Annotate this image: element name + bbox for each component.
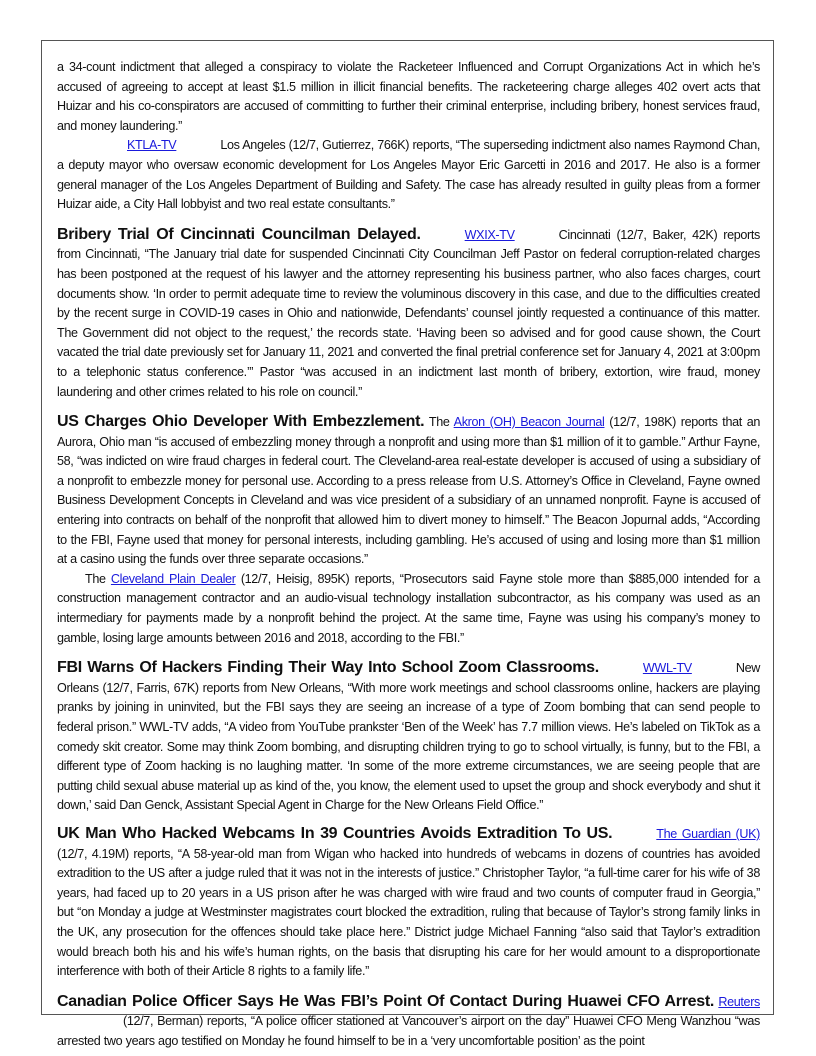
paragraph-text: Los Angeles (12/7, Gutierrez, 766K) reports, “The superseding indictment also names Raymond Chan, a deputy mayor who oversaw economic development for Los Angeles Mayor Eric Garcetti in 2016 and 2017. He also is a former general manager of the Los Angeles Department of Building and Safety. The case has already resulted in guilty pleas from a former Huizar aide, a City Hall lobbyist and two real estate consultants.” [57, 138, 761, 212]
article-zoom-hackers [57, 658, 760, 816]
source-link-reuters[interactable]: Reuters [718, 994, 760, 1009]
headline: Bribery Trial Of Cincinnati Councilman Delayed. [57, 225, 421, 243]
source-link-wwl[interactable]: WWL-TV [642, 661, 692, 676]
document-body [57, 58, 760, 1052]
text: The [85, 571, 106, 586]
source-link-plain-dealer[interactable]: Cleveland Plain Dealer [110, 571, 236, 586]
headline: UK Man Who Hacked Webcams In 39 Countries Avoids Extradition To US. [57, 824, 613, 842]
article-paragraph [57, 570, 760, 648]
article-huawei [57, 992, 760, 1052]
headline: FBI Warns Of Hackers Finding Their Way Into School Zoom Classrooms. [57, 659, 599, 677]
article-body: (12/7, 4.19M) reports, “A 58-year-old man from Wigan who hacked into hundreds of webcams in dozens of countries has avoided extradition to the US after a judge ruled that it was not in the interests of justice.” Christopher Taylor, “a full-time carer for his wife of 38 years, had faced up to 20 years in a US prison after he was charged with wire fraud and two counts of computer fraud in Georgia,” but “on Monday a judge at Westminster magistrates court blocked the extradition, ruling that because of Taylor’s strong family links in the UK, any prosecution for the offences should take place here.” District judge Michael Fanning “also said that Taylor’s extradition would breach both his and his wife’s human rights, on the basis that disrupting his care for her would amount to a disproportionate interference with both of their Article 8 rights to a family life.” [57, 846, 760, 979]
source-link-guardian[interactable]: The Guardian (UK) [656, 826, 761, 841]
source-link-akron[interactable]: Akron (OH) Beacon Journal [453, 415, 605, 430]
article-continuation: a 34-count indictment that alleged a conspiracy to violate the Racketeer Influenced and Corrupt Organizations Act in which he’s accused of agreeing to accept at least $1.5 million in illicit financial benefits. The racketeering charge alleges 402 overt acts that Huizar and his co-conspirators are accused of committing to further their criminal enterprise, including bribery, honest services fraud, and money laundering.” [57, 60, 760, 133]
article-body: (12/7, 198K) reports that an Aurora, Ohio man “is accused of embezzling money through a nonprofit and using more than $1 million of it to gamble.” Arthur Fayne, 58, “was indicted on wire fraud charges in federal court. The Cleveland-area real-estate developer is accused of using a subsidiary of a nonprofit to embezzle money for personal use. According to a press release from U.S. Attorney’s Office in Cleveland, Fayne owned Business Development Concepts in Cleveland and was vice president of a subsidiary of an unnamed nonprofit. Fayne is accused of entering into contracts on behalf of the nonprofit that allowed him to divert money to himself.” The Beacon Jopurnal adds, “According to the FBI, Fayne used that money for personal interests, including gambling. He’s accused of using and losing more than $1 million at a casino using the funds over three separate occasions.” [57, 415, 761, 567]
article-bribery-trial [57, 225, 760, 402]
article-body: (12/7, Berman) reports, “A police officer stationed at Vancouver’s airport on the day” Huawei CFO Meng Wanzhou “was arrested two years ago testified on Monday he found himself to be in a ‘very uncomfortable position’ as the point [57, 1014, 760, 1048]
text: The [428, 415, 450, 430]
source-link-wxix[interactable]: WXIX-TV [464, 227, 515, 242]
headline: Canadian Police Officer Says He Was FBI’s Point Of Contact During Huawei CFO Arrest. [57, 992, 714, 1010]
source-link-ktla[interactable]: KTLA-TV [127, 138, 177, 153]
article-ohio-developer [57, 412, 760, 570]
article-body: New Orleans (12/7, Farris, 67K) reports from New Orleans, “With more work meetings and school classrooms online, hackers are playing pranks by joining in uninvited, but the FBI says they are seeing an increase of a type of Zoom bombing that can send people to federal prison.” WWL-TV adds, “A video from YouTube prankster ‘Ben of the Week’ has 7.7 million views. He’s labeled on TikTok as a comedy skit creator. Some may think Zoom bombing, and disrupting children trying to go to school virtually, is funny, but to the FBI, a different type of Zoom hacking is no laughing matter. ‘In some of the more extreme circumstances, we are seeing people that are putting child sexual abuse material up as kind of the, you know, the element used to upset the group and shock everybody and shut it down,’ said Dan Genck, Assistant Special Agent in Charge for the New Orleans Field Office.” [57, 661, 760, 813]
headline: US Charges Ohio Developer With Embezzlement. [57, 413, 425, 431]
paragraph-text: (12/7, Heisig, 895K) reports, “Prosecutors said Fayne stole more than $885,000 intended for a construction management contractor and an audio-visual technology installation subcontractor, as his company was used as an intermediary for payments made by a nonprofit behind the project. At the same time, Fayne was using his company’s money to gamble, losing large amounts between 2016 and 2018, according to the FBI.” [57, 571, 760, 645]
article-body: Cincinnati (12/7, Baker, 42K) reports from Cincinnati, “The January trial date for suspended Cincinnati City Councilman Jeff Pastor on federal corruption-related charges has been postponed at the request of his lawyer and the attorney representing his business partner, who also faces charges, court documents show. ‘In order to permit adequate time to review the voluminous discovery in this case, and due to the difficulties created by the recent surge in COVID-19 cases in Ohio and nationwide, Defendants’ counsel jointly requested a continuance of this matter. The Government did not object to the request,’ the records state. ‘Having been so advised and for good cause shown, the Court vacated the trial date previously set for January 11, 2021 and converted the final pretrial conference set for January 4, 2021 at 3:00pm to a telephonic status conference.’” Pastor “was accused in an indictment last month of bribery, extortion, wire fraud, money laundering and other crimes related to his role on council.” [57, 227, 760, 399]
article-uk-webcam-hacker [57, 824, 760, 982]
article-paragraph [57, 136, 760, 214]
